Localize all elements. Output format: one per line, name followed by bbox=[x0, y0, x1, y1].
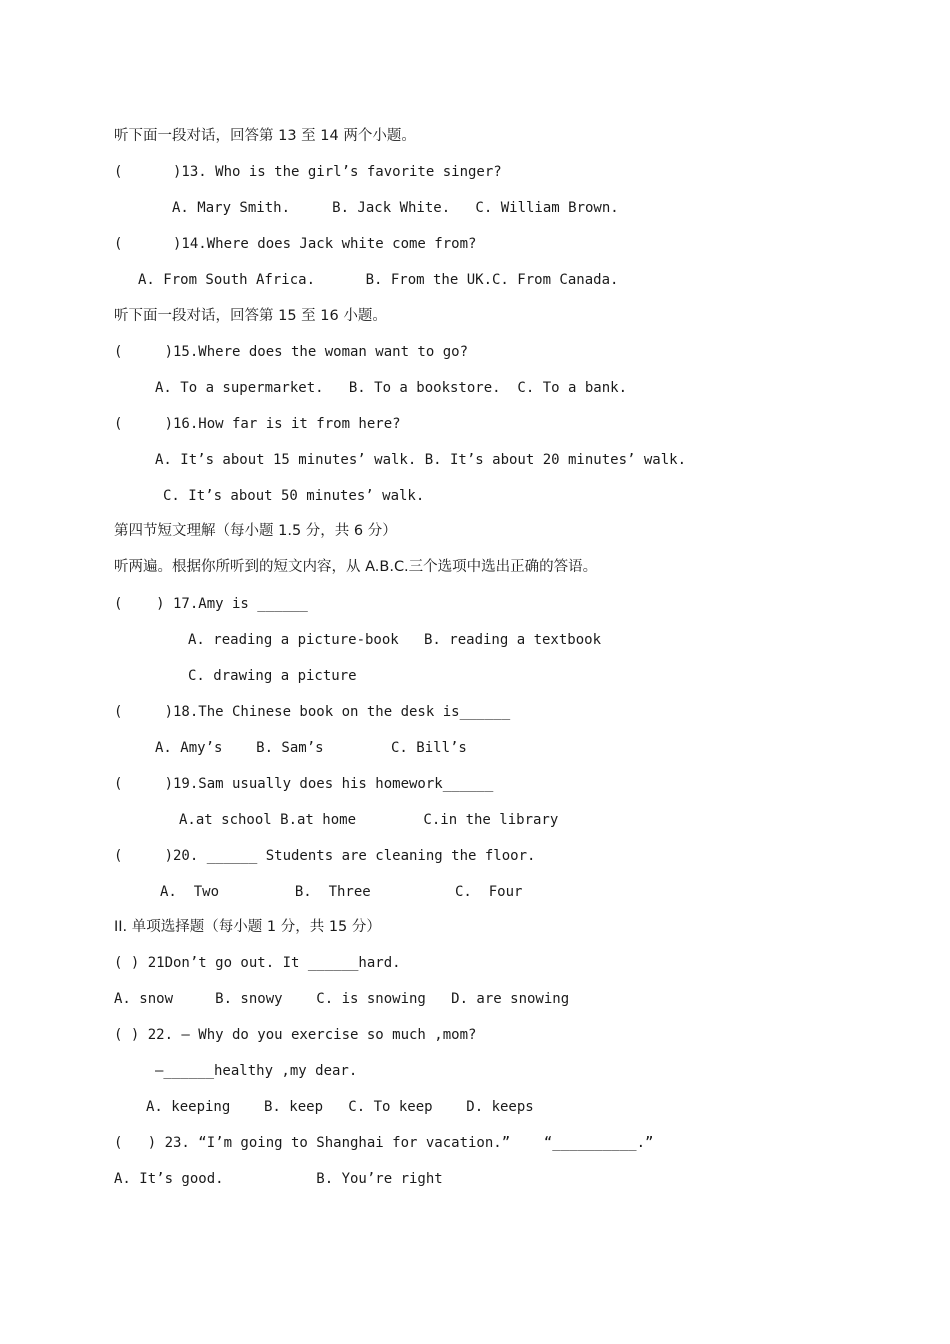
section-four-heading: 第四节短文理解（每小题 1.5 分，共 6 分） bbox=[114, 523, 397, 539]
question-21-options: A. snow B. snowy C. is snowing D. are snowing bbox=[114, 991, 570, 1007]
question-18: ( )18.The Chinese book on the desk is______ bbox=[114, 704, 511, 720]
section-four-instructions: 听两遍。根据你所听到的短文内容，从 A.B.C.三个选项中选出正确的答语。 bbox=[114, 559, 598, 575]
question-22: ( ) 22. — Why do you exercise so much ,mom? bbox=[114, 1027, 477, 1043]
question-20-options: A. Two B. Three C. Four bbox=[160, 884, 523, 900]
question-14: ( )14.Where does Jack white come from? bbox=[114, 236, 477, 252]
question-22-options: A. keeping B. keep C. To keep D. keeps bbox=[146, 1099, 534, 1115]
section-heading-q15-16: 听下面一段对话，回答第 15 至 16 小题。 bbox=[114, 308, 387, 324]
question-19: ( )19.Sam usually does his homework______ bbox=[114, 776, 494, 792]
question-17-option-c: C. drawing a picture bbox=[188, 668, 357, 684]
question-22-response: —______healthy ,my dear. bbox=[155, 1063, 358, 1079]
question-17-options-ab: A. reading a picture-book B. reading a textbook bbox=[188, 632, 602, 648]
question-19-options: A.at school B.at home C.in the library bbox=[179, 812, 559, 828]
question-23: ( ) 23. “I’m going to Shanghai for vacation.” “__________.” bbox=[114, 1135, 654, 1151]
question-21: ( ) 21Don’t go out. It ______hard. bbox=[114, 955, 401, 971]
question-16-options-ab: A. It’s about 15 minutes’ walk. B. It’s about 20 minutes’ walk. bbox=[155, 452, 687, 468]
question-13: ( )13. Who is the girl’s favorite singer? bbox=[114, 164, 502, 180]
question-16-option-c: C. It’s about 50 minutes’ walk. bbox=[163, 488, 425, 504]
section-heading-q13-14: 听下面一段对话，回答第 13 至 14 两个小题。 bbox=[114, 128, 416, 144]
question-18-options: A. Amy’s B. Sam’s C. Bill’s bbox=[155, 740, 467, 756]
question-13-options: A. Mary Smith. B. Jack White. C. William Brown. bbox=[172, 200, 619, 216]
question-16: ( )16.How far is it from here? bbox=[114, 416, 401, 432]
question-15-options: A. To a supermarket. B. To a bookstore. C. To a bank. bbox=[155, 380, 628, 396]
section-two-heading: II. 单项选择题（每小题 1 分，共 15 分） bbox=[114, 919, 381, 935]
question-15: ( )15.Where does the woman want to go? bbox=[114, 344, 469, 360]
question-20: ( )20. ______ Students are cleaning the floor. bbox=[114, 848, 536, 864]
question-17: ( ) 17.Amy is ______ bbox=[114, 596, 308, 612]
question-23-options: A. It’s good. B. You’re right bbox=[114, 1171, 443, 1187]
question-14-options: A. From South Africa. B. From the UK.C. From Canada. bbox=[138, 272, 619, 288]
